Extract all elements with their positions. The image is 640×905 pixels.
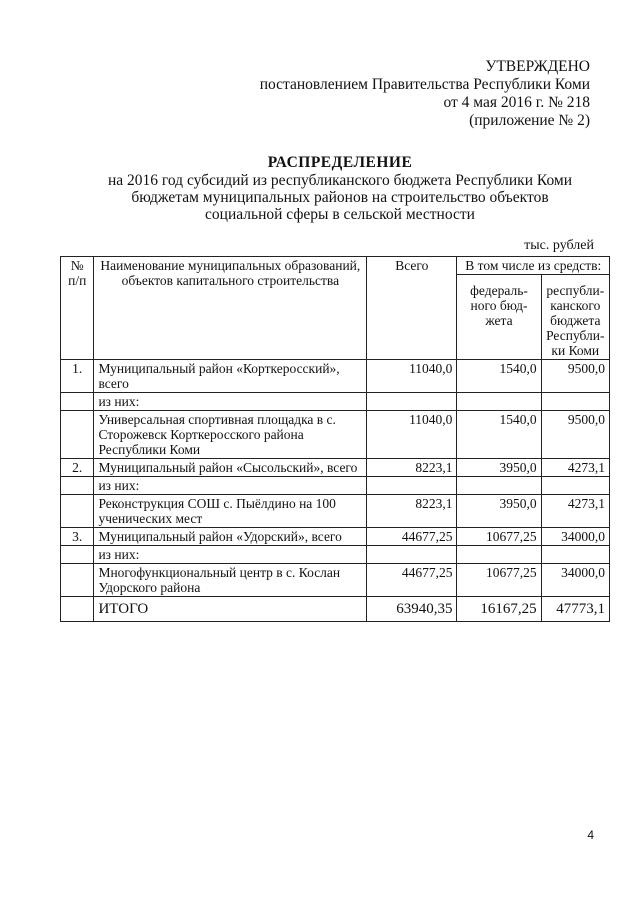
cell-republic: 34000,0: [541, 528, 609, 546]
cell-name: Многофункциональный центр в с. Кослан Удорского района: [94, 564, 367, 597]
cell-federal: 16167,25: [457, 597, 541, 622]
header-total: Всего: [367, 257, 457, 360]
cell-republic: [541, 393, 609, 411]
cell-republic: 9500,0: [541, 360, 609, 393]
cell-num: [61, 393, 94, 411]
cell-total: [367, 546, 457, 564]
cell-federal: [457, 546, 541, 564]
table-row: [61, 393, 610, 411]
header-sources: В том числе из средств:: [457, 257, 610, 275]
header-republic: республи-канского бюджета Республи-ки Коми: [541, 275, 609, 360]
cell-num: [61, 597, 94, 622]
header-federal: федераль-ного бюд-жета: [457, 275, 541, 360]
cell-name: из них:: [94, 477, 367, 495]
table-header-row: [61, 257, 610, 275]
table-row: [61, 411, 610, 459]
cell-federal: 1540,0: [457, 360, 541, 393]
cell-name: Муниципальный район «Сысольский», всего: [94, 459, 367, 477]
cell-federal: 1540,0: [457, 411, 541, 459]
cell-num: [61, 477, 94, 495]
cell-total: 8223,1: [367, 495, 457, 528]
cell-federal: [457, 477, 541, 495]
table-row: [61, 597, 610, 622]
cell-total: [367, 393, 457, 411]
header-name: Наименование муниципальных образований, объектов капитального строительства: [94, 257, 367, 360]
cell-republic: 4273,1: [541, 495, 609, 528]
unit-label: тыс. рублей: [524, 238, 594, 253]
cell-total: 44677,25: [367, 564, 457, 597]
cell-name: Муниципальный район «Корткеросский», всего: [94, 360, 367, 393]
cell-federal: 10677,25: [457, 528, 541, 546]
table-row: [61, 477, 610, 495]
cell-federal: 3950,0: [457, 495, 541, 528]
cell-total: 44677,25: [367, 528, 457, 546]
header-num: № п/п: [61, 257, 94, 360]
table-row: [61, 360, 610, 393]
cell-total: 11040,0: [367, 360, 457, 393]
cell-republic: [541, 546, 609, 564]
table-row: [61, 564, 610, 597]
cell-republic: [541, 477, 609, 495]
table-row: [61, 546, 610, 564]
approval-appendix: (приложение № 2): [469, 112, 590, 129]
approval-stamp: [260, 58, 590, 130]
cell-name: Универсальная спортивная площадка в с. Сторожевск Корткеросского района Республики Коми: [94, 411, 367, 459]
approval-date: от 4 мая 2016 г. № 218: [443, 94, 590, 111]
cell-federal: [457, 393, 541, 411]
cell-total: [367, 477, 457, 495]
cell-num: [61, 564, 94, 597]
cell-name: ИТОГО: [94, 597, 367, 622]
document-heading: [90, 154, 590, 223]
cell-name: Реконструкция СОШ с. Пыёлдино на 100 ученических мест: [94, 495, 367, 528]
cell-federal: 3950,0: [457, 459, 541, 477]
approval-authority: постановлением Правительства Республики Коми: [259, 76, 590, 93]
cell-num: 1.: [61, 360, 94, 393]
table-row: [61, 528, 610, 546]
cell-name: Муниципальный район «Удорский», всего: [94, 528, 367, 546]
document-subtitle-line-1: на 2016 год субсидий из республиканского бюджета Республики Коми: [107, 172, 573, 189]
cell-republic: 9500,0: [541, 411, 609, 459]
page-number: 4: [587, 828, 594, 842]
cell-republic: 47773,1: [541, 597, 609, 622]
cell-num: [61, 546, 94, 564]
distribution-table: [60, 256, 610, 622]
cell-num: 3.: [61, 528, 94, 546]
cell-total: 63940,35: [367, 597, 457, 622]
cell-republic: 4273,1: [541, 459, 609, 477]
document-subtitle-line-2: бюджетам муниципальных районов на строительство объектов: [131, 189, 549, 206]
cell-total: 8223,1: [367, 459, 457, 477]
approval-label: УТВЕРЖДЕНО: [485, 58, 590, 75]
table-row: [61, 459, 610, 477]
cell-total: 11040,0: [367, 411, 457, 459]
cell-republic: 34000,0: [541, 564, 609, 597]
document-subtitle-line-3: социальной сферы в сельской местности: [205, 206, 475, 223]
cell-federal: 10677,25: [457, 564, 541, 597]
document-title: РАСПРЕДЕЛЕНИЕ: [267, 154, 413, 171]
table-row: [61, 495, 610, 528]
cell-name: из них:: [94, 393, 367, 411]
cell-num: [61, 411, 94, 459]
cell-num: 2.: [61, 459, 94, 477]
cell-name: из них:: [94, 546, 367, 564]
cell-num: [61, 495, 94, 528]
